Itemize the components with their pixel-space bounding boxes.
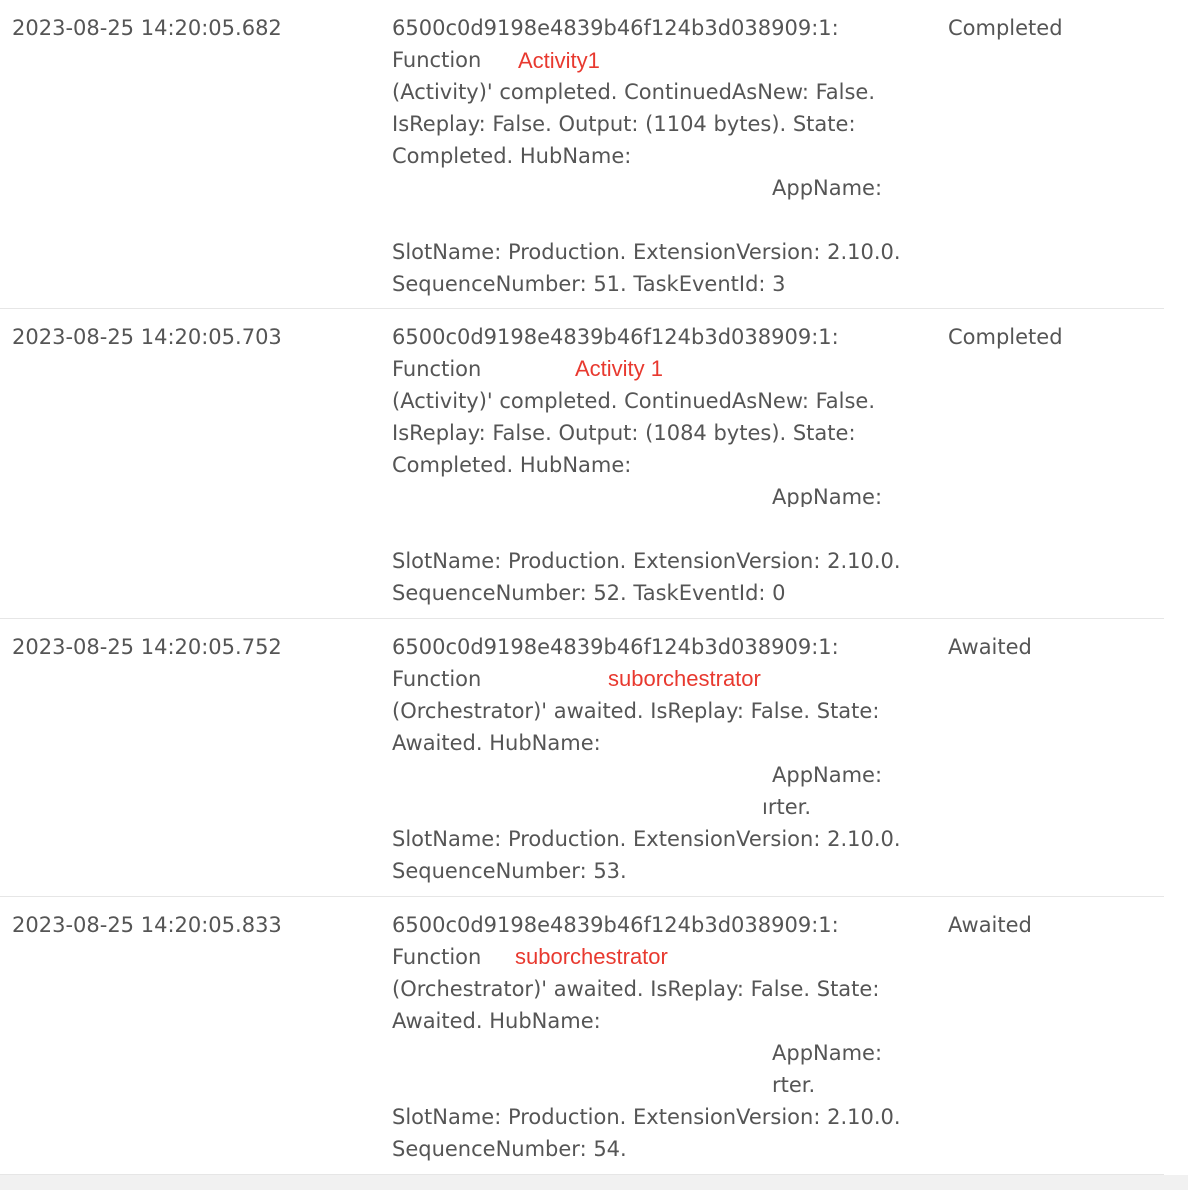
function-name: Activity 1 — [575, 356, 664, 381]
log-message-line: 6500c0d9198e4839b46f124b3d038909:1: — [392, 325, 839, 349]
log-message-line: SlotName: Production. ExtensionVersion: 2.10.0. — [392, 1105, 901, 1129]
log-message-line: Awaited. HubName: — [392, 1009, 601, 1033]
log-row — [0, 0, 1164, 309]
status-text: Awaited — [948, 635, 1032, 659]
log-message-line: SlotName: Production. ExtensionVersion: 2.10.0. — [392, 240, 901, 264]
log-message-line: Function — [392, 667, 482, 691]
log-timestamp: 2023-08-25 14:20:05.833 — [12, 913, 282, 937]
log-message-line: SequenceNumber: 51. TaskEventId: 3 — [392, 272, 786, 296]
function-name: suborchestrator — [608, 666, 761, 691]
log-message-line: (Activity)' completed. ContinuedAsNew: False. — [392, 389, 875, 413]
status-text: Completed — [948, 325, 1063, 349]
log-message-line: Function — [392, 357, 482, 381]
log-row — [0, 619, 1164, 897]
log-timestamp: 2023-08-25 14:20:05.682 — [12, 16, 282, 40]
log-message-line: Function — [392, 945, 482, 969]
log-row — [0, 309, 1164, 619]
log-message-line: SequenceNumber: 52. TaskEventId: 0 — [392, 581, 786, 605]
log-message-line: AppName: — [772, 1041, 883, 1065]
log-timestamp: 2023-08-25 14:20:05.703 — [12, 325, 282, 349]
function-name: Activity1 — [518, 48, 600, 73]
log-message-line: Completed. HubName: — [392, 144, 632, 168]
log-message-line: SequenceNumber: 53. — [392, 859, 627, 883]
log-message-line: SequenceNumber: 54. — [392, 1137, 627, 1161]
horizontal-scrollbar[interactable] — [0, 1175, 1188, 1190]
log-message-line: AppName: — [772, 485, 883, 507]
function-name: suborchestrator — [515, 944, 668, 969]
log-message-line: 6500c0d9198e4839b46f124b3d038909:1: — [392, 635, 839, 659]
log-message-line: ırter. — [762, 795, 812, 819]
log-message-line: AppName: — [772, 176, 883, 200]
log-message-line: rter. — [772, 1073, 816, 1097]
log-message-line: IsReplay: False. Output: (1084 bytes). State: — [392, 421, 856, 445]
log-message-line: AppName: — [772, 763, 883, 787]
log-message-line: SlotName: Production. ExtensionVersion: 2.10.0. — [392, 827, 901, 851]
log-timestamp: 2023-08-25 14:20:05.752 — [12, 635, 282, 659]
log-message-line: Completed. HubName: — [392, 453, 632, 477]
log-message-line: Function — [392, 48, 482, 72]
log-message-line: (Orchestrator)' awaited. IsReplay: False. State: — [392, 699, 880, 723]
log-message-line: (Orchestrator)' awaited. IsReplay: False. State: — [392, 977, 880, 1001]
log-message-line: 6500c0d9198e4839b46f124b3d038909:1: — [392, 16, 839, 40]
log-message-line: 6500c0d9198e4839b46f124b3d038909:1: — [392, 913, 839, 937]
log-message-line: (Activity)' completed. ContinuedAsNew: False. — [392, 80, 875, 104]
log-message-line: IsReplay: False. Output: (1104 bytes). State: — [392, 112, 856, 136]
status-text: Completed — [948, 16, 1063, 40]
log-message-line: SlotName: Production. ExtensionVersion: 2.10.0. — [392, 549, 901, 573]
log-message-line: Awaited. HubName: — [392, 731, 601, 755]
status-text: Awaited — [948, 913, 1032, 937]
log-row — [0, 897, 1164, 1175]
